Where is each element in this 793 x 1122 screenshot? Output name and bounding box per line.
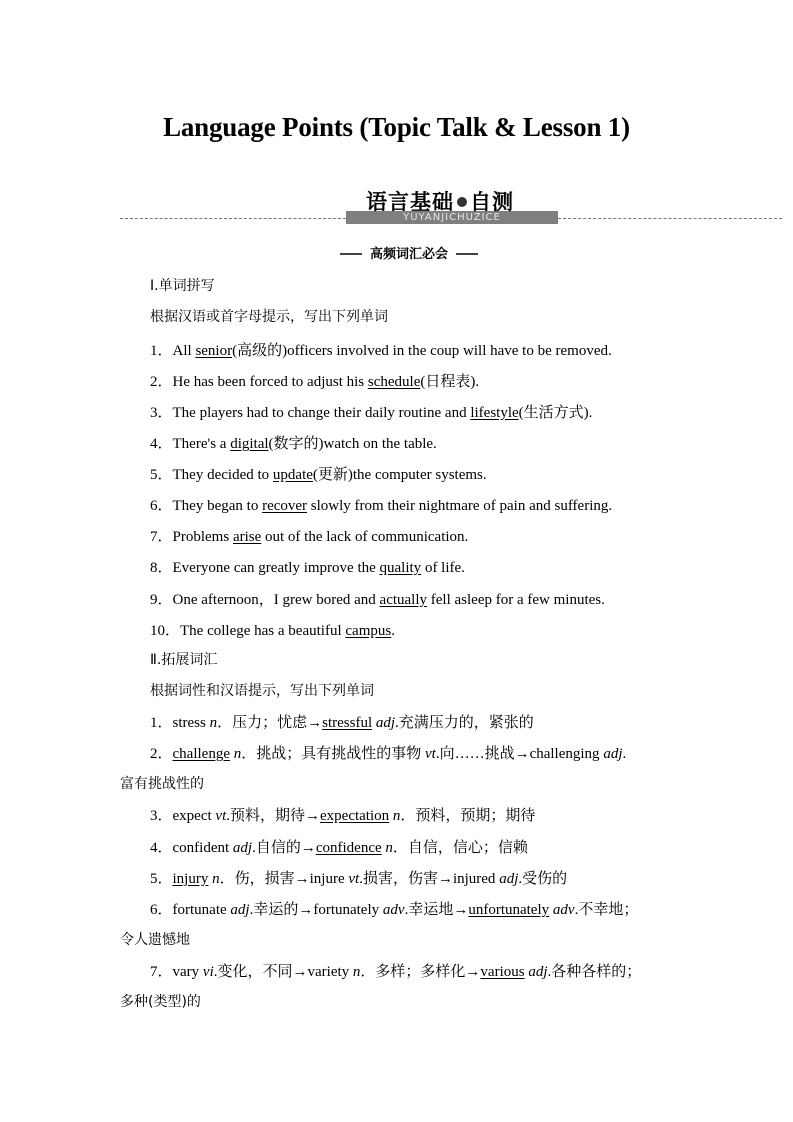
subheading-rule-right [456,253,478,255]
exercise-item: 7．vary vi.变化，不同→variety n．多样；多样化→various adj.各种各样的； [150,964,642,980]
exercise-item: 2．He has been forced to adjust his schedule(日程表). [150,374,480,390]
answer: update [272,467,313,483]
banner-heading-part2: 自测 [470,190,514,214]
banner-heading [366,186,514,216]
answer: confidence [315,840,382,856]
answer: campus [345,623,392,639]
subheading [340,244,478,260]
exercise-item: 6．fortunate adj.幸运的→fortunately adv.幸运地→unfortunately adv.不幸地； [150,902,639,918]
answer: challenge [172,746,230,762]
answer: injury [172,871,209,887]
exercise-item: 8．Everyone can greatly improve the quality of life. [150,560,465,576]
subheading-rule-left [340,253,362,255]
answer: schedule [367,374,421,390]
answer: unfortunately [468,902,550,918]
answer: expectation [320,808,390,824]
section2-label: Ⅱ.拓展词汇 [150,652,218,668]
answer: stressful [322,715,373,731]
exercise-item: 7．Problems arise out of the lack of communication. [150,529,469,545]
answer: actually [379,592,428,608]
answer: arise [232,529,262,545]
section1-instruction: 根据汉语或首字母提示，写出下列单词 [150,309,388,325]
exercise-item: 2．challenge n．挑战；具有挑战性的事物 vt.向……挑战→challenging adj. [150,746,627,762]
section-banner [0,184,793,224]
banner-heading-part1: 语言基础 [366,190,454,214]
exercise-item: 5．injury n．伤，损害→injure vt.损害，伤害→injured adj.受伤的 [150,871,568,887]
exercise-item-continuation: 多种(类型)的 [120,994,201,1010]
answer: digital [230,436,269,452]
dashed-divider-left [120,218,346,219]
exercise-item: 10．The college has a beautiful campus. [150,623,395,639]
exercise-item: 9．One afternoon，I grew bored and actually fell asleep for a few minutes. [150,592,605,608]
answer: recover [262,498,308,514]
exercise-item: 4．confident adj.自信的→confidence n．自信，信心；信赖 [150,840,528,856]
answer: lifestyle [470,405,519,421]
dashed-divider-right [558,218,782,219]
exercise-item: 1．All senior(高级的)officers involved in the coup will have to be removed. [150,343,612,359]
banner-pinyin: YUYANJICHUZICE [403,212,501,223]
section2-instruction: 根据词性和汉语提示，写出下列单词 [150,683,374,699]
answer: senior [195,343,233,359]
exercise-item: 3．The players had to change their daily routine and lifestyle(生活方式). [150,405,593,421]
exercise-item-continuation: 富有挑战性的 [120,776,204,792]
subheading-text: 高频词汇必会 [369,247,448,262]
answer: various [480,964,525,980]
page-title: Language Points (Topic Talk & Lesson 1) [163,112,630,142]
bullet-icon [457,197,467,207]
section1-label: Ⅰ.单词拼写 [150,278,215,294]
exercise-item: 6．They began to recover slowly from their nightmare of pain and suffering. [150,498,613,514]
exercise-item: 1．stress n．压力；忧虑→stressful adj.充满压力的，紧张的 [150,715,534,731]
exercise-item: 5．They decided to update(更新)the computer systems. [150,467,487,483]
answer: quality [379,560,422,576]
exercise-item-continuation: 令人遗憾地 [120,932,190,948]
exercise-item: 3．expect vt.预料，期待→expectation n．预料，预期；期待 [150,808,536,824]
exercise-item: 4．There's a digital(数字的)watch on the table. [150,436,437,452]
